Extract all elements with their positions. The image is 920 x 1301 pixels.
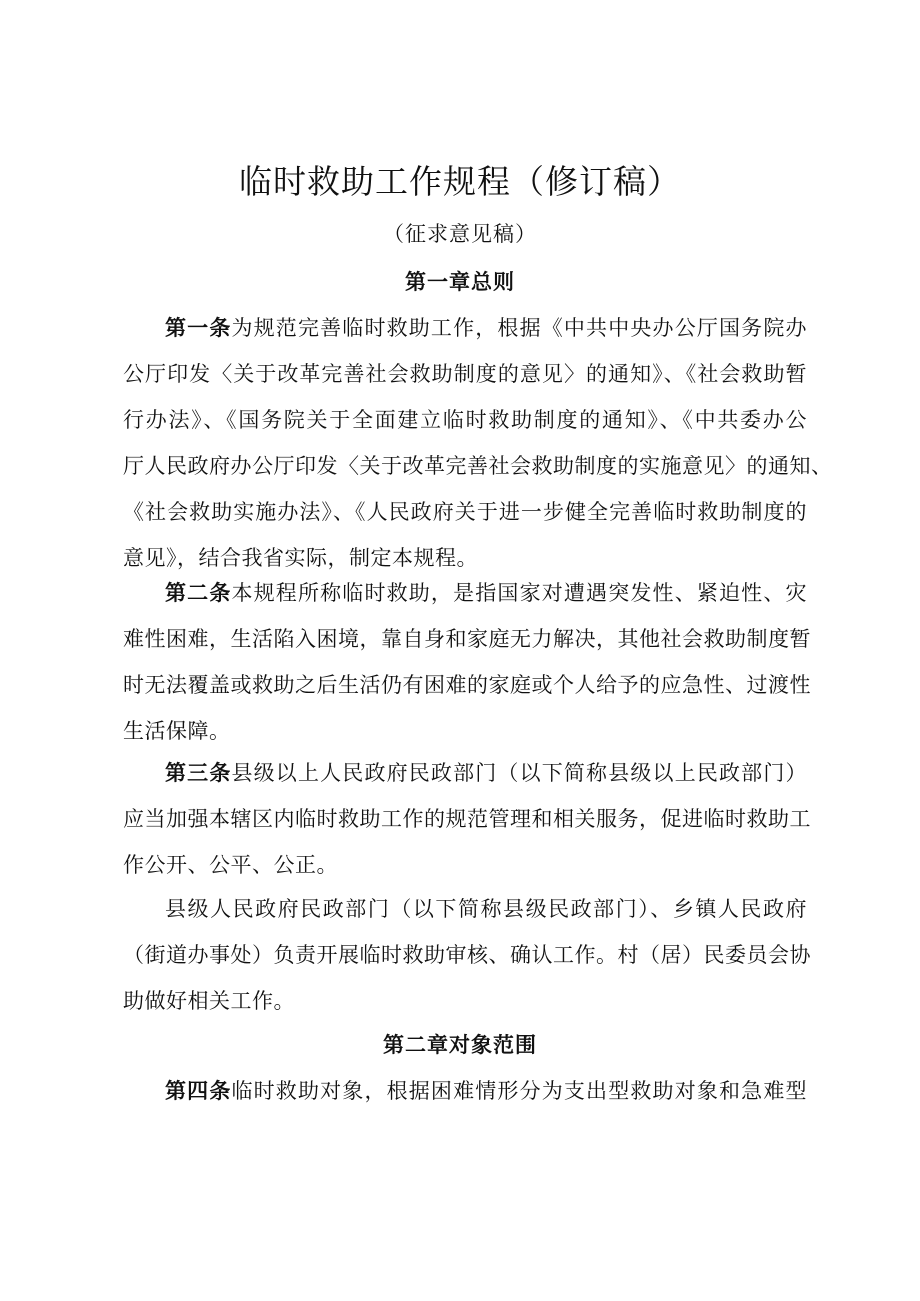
- article-1-line-4: 厅人民政府办公厅印发〈关于改革完善社会救助制度的实施意见〉的通知、: [123, 454, 833, 478]
- article-1-line-6: 意见》，结合我省实际，制定本规程。: [123, 546, 478, 570]
- article-1-line-2: 公厅印发〈关于改革完善社会救助制度的意见〉的通知》、《社会救助暂: [123, 362, 807, 386]
- article-1-label: 第一条: [165, 315, 232, 340]
- article-2: [123, 570, 811, 754]
- article-2-line-1: 第二条本规程所称临时救助，是指国家对遭遇突发性、紧迫性、灾: [165, 580, 807, 605]
- document-subtitle: （征求意见稿）: [383, 222, 537, 246]
- article-4-label: 第四条: [165, 1078, 232, 1103]
- article-3b-line-3: 助做好相关工作。: [123, 989, 295, 1013]
- article-2-line-4: 生活保障。: [123, 719, 231, 743]
- chapter-heading-1: 第一章总则: [405, 269, 515, 294]
- article-2-line-2: 难性困难，生活陷入困境，靠自身和家庭无力解决，其他社会救助制度暂: [123, 627, 811, 651]
- article-3-line-1: 第三条县级以上人民政府民政部门（以下简称县级以上民政部门）: [165, 760, 807, 785]
- article-3-line-2: 应当加强本辖区内临时救助工作的规范管理和相关服务，促进临时救助工: [123, 807, 811, 831]
- article-1-line-5: 《社会救助实施办法》、《人民政府关于进一步健全完善临时救助制度的: [123, 500, 807, 524]
- article-1-line-1: 第一条为规范完善临时救助工作，根据《中共中央办公厅国务院办: [165, 315, 807, 340]
- article-3b-line-1: 县级人民政府民政部门（以下简称县级民政部门）、乡镇人民政府: [165, 897, 807, 921]
- document-title: 临时救助工作规程（修订稿）: [239, 162, 681, 201]
- article-3: [123, 750, 811, 888]
- article-2-label: 第二条: [165, 580, 232, 605]
- article-4: [123, 1068, 807, 1114]
- article-3-line-3: 作公开、公平、公正。: [123, 853, 338, 877]
- article-3-label: 第三条: [165, 760, 232, 785]
- article-1-line-3: 行办法》、《国务院关于全面建立临时救助制度的通知》、《中共委办公: [123, 408, 807, 432]
- article-1: [123, 305, 833, 581]
- article-3b-line-2: （街道办事处）负责开展临时救助审核、确认工作。村（居）民委员会协: [123, 943, 811, 967]
- article-3-paragraph-2: [123, 886, 811, 1024]
- article-2-line-3: 时无法覆盖或救助之后生活仍有困难的家庭或个人给予的应急性、过渡性: [123, 673, 811, 697]
- chapter-heading-2: 第二章对象范围: [383, 1032, 537, 1057]
- article-4-line-1: 第四条临时救助对象，根据困难情形分为支出型救助对象和急难型: [165, 1078, 807, 1103]
